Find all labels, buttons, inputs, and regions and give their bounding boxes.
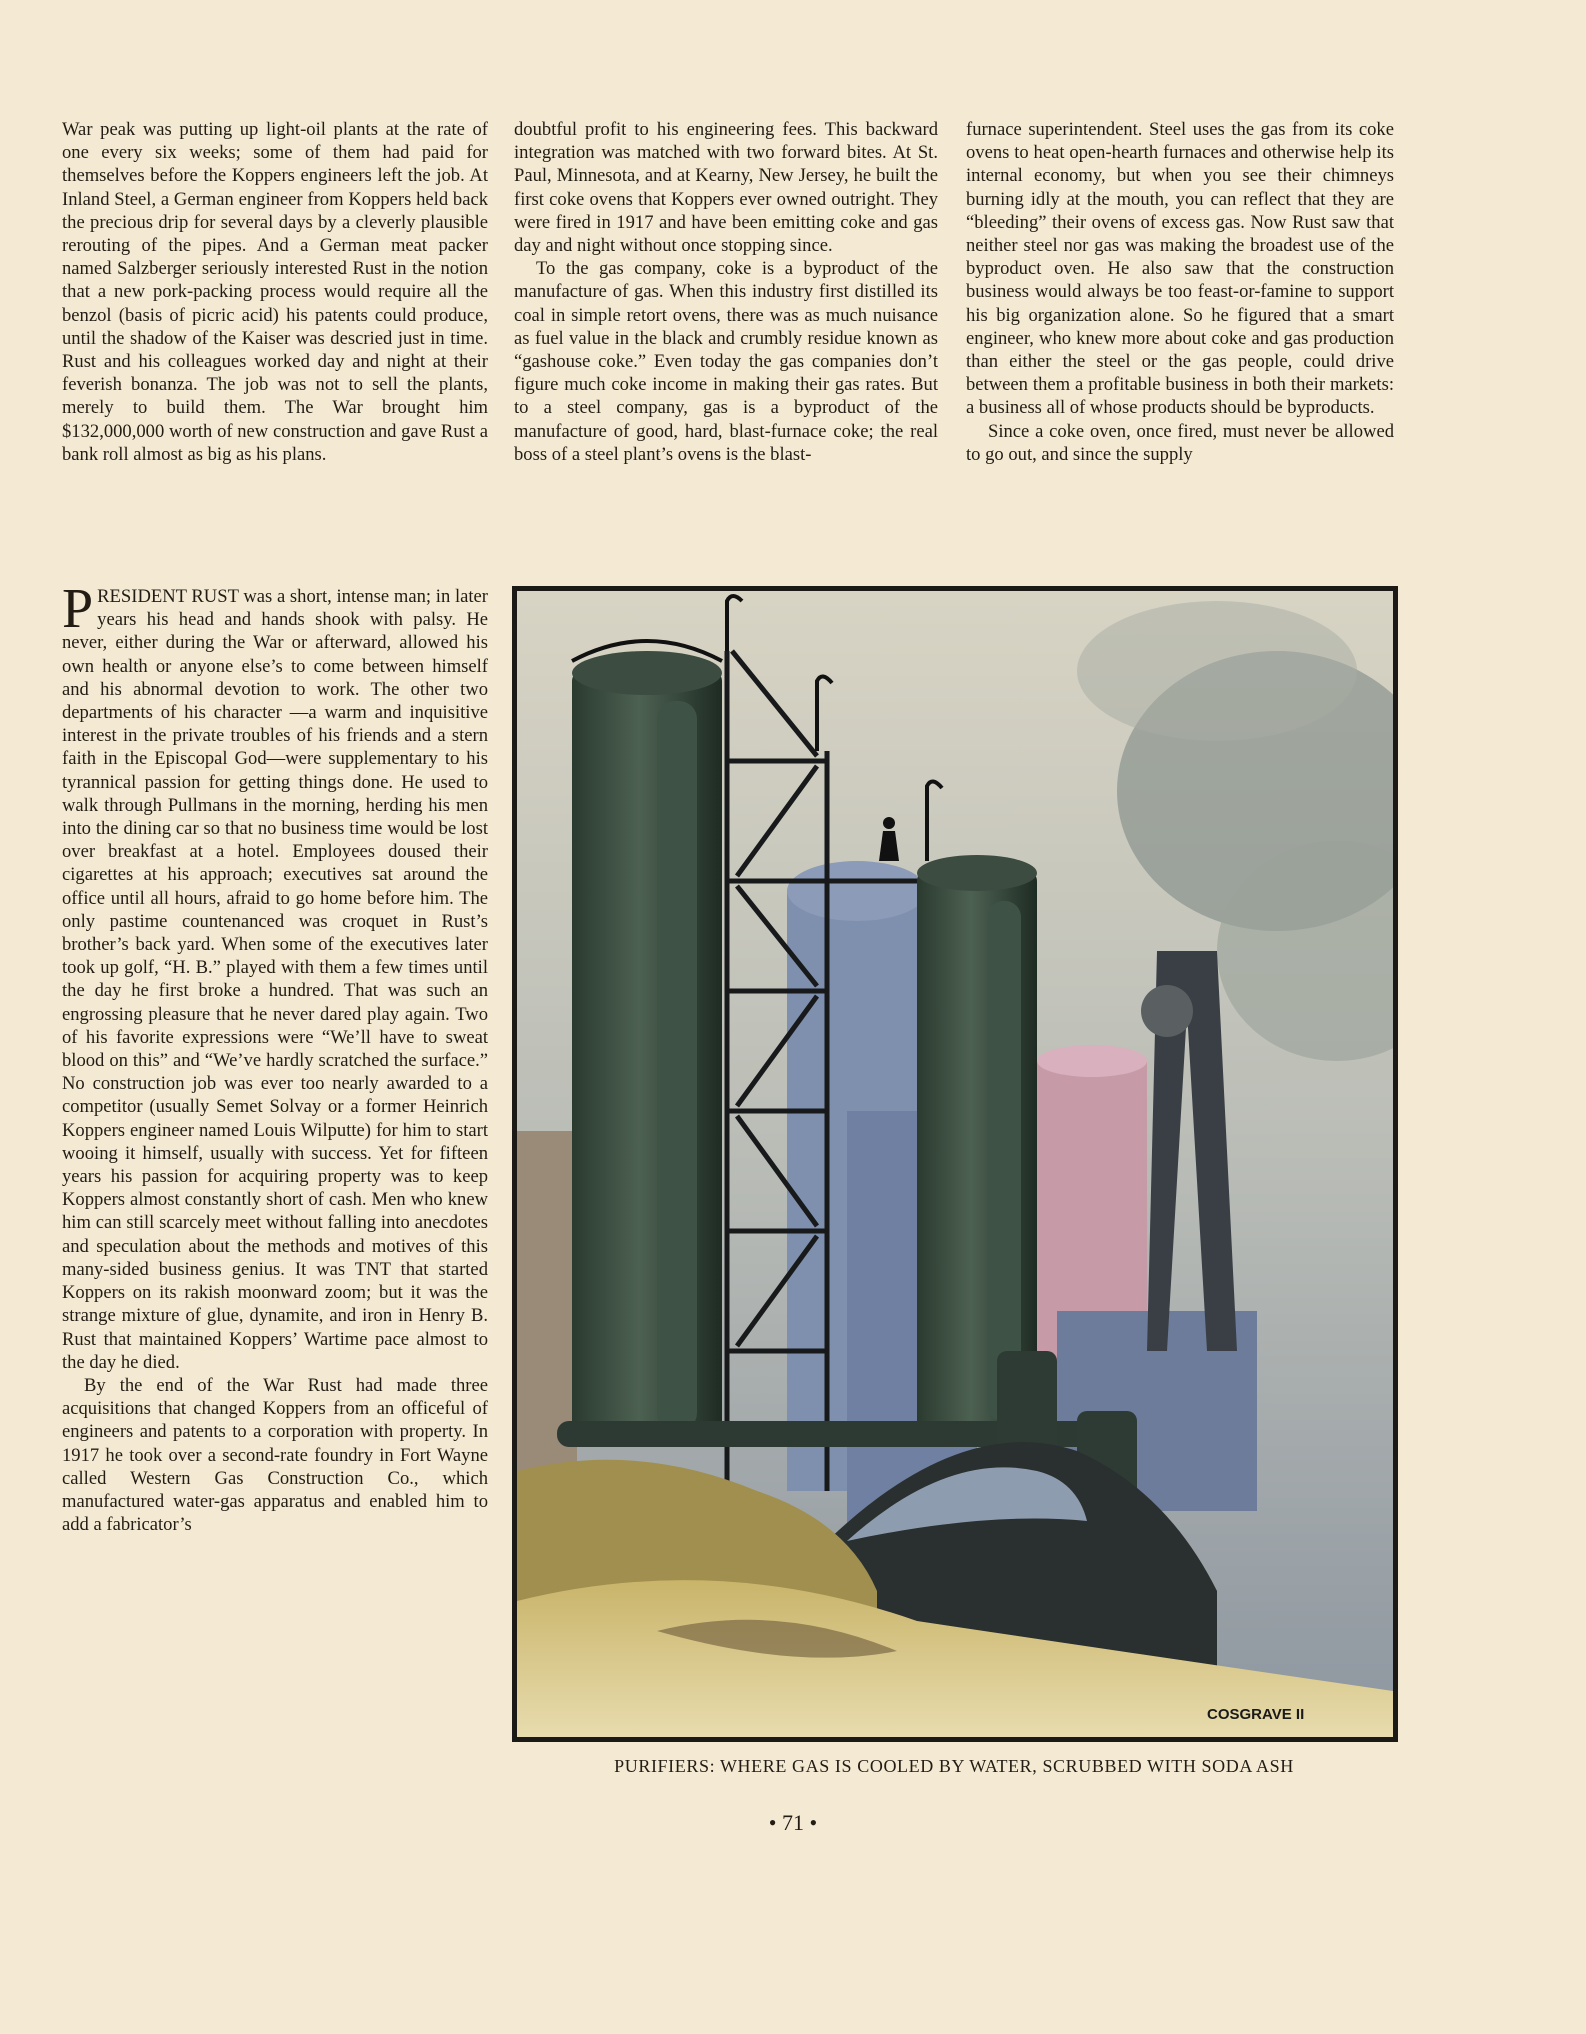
illustration-caption: PURIFIERS: WHERE GAS IS COOLED BY WATER, SCRUBBED WITH SODA ASH xyxy=(614,1756,1294,1776)
drop-cap: P xyxy=(62,578,94,640)
paragraph: War peak was putting up light-oil plants at the rate of one every six weeks; some of them had paid for themselves before the Koppers engineers left the job. At Inland Steel, a German engineer from Koppers held back the precious drip for several days by a cleverly plausible rerouting of the pipes. And a German meat packer named Salzberger seriously interested Rust in the notion that a new pork-packing process would require all the benzol (basis of picric acid) his patents could produce, until the shadow of the Kaiser was descried just in time. Rust and his colleagues worked day and night at their feverish bonanza. The job was not to sell the plants, merely to build them. The War brought him $132,000,000 worth of new construction and gave Rust a bank roll almost as big as his plans. xyxy=(62,119,488,465)
purifiers-illustration xyxy=(512,586,1398,1742)
column-1-top xyxy=(62,118,488,466)
artist-signature: COSGRAVE II xyxy=(1207,1706,1305,1723)
column-2-top xyxy=(514,118,938,466)
column-1-bottom xyxy=(62,578,488,1536)
paragraph: furnace superintendent. Steel uses the gas from its coke ovens to heat open-hearth furnaces and otherwise help its internal economy, but when you see their chimneys burning idly at the mouth, you can reflect that they are “bleeding” their ovens of excess gas. Now Rust saw that neither steel nor gas was making the broadest use of the byproduct oven. He also saw that the construction business would always be too feast-or-famine to support his big organization alone. So he figured that a smart engineer, who knew more about coke and gas production than either the steel or the gas people, could drive between them a profitable business in both their markets: a business all of whose products should be byproducts. xyxy=(966,119,1394,419)
paragraph: doubtful profit to his engineering fees. This backward integration was matched with two forward bites. At St. Paul, Minnesota, and at Kearny, New Jersey, he built the first coke ovens that Koppers ever owned outright. They were fired in 1917 and have been emitting coke and gas day and night without once stopping since. xyxy=(514,119,938,257)
lead-text: RESIDENT RUST was a short, intense man; in later years his head and hands shook with palsy. He never, either during the War or afterward, allowed his own health or anyone else’s to come between himself and his abnormal devotion to work. The other two departments of his character —a warm and inquisitive interest in the private troubles of his friends and a stern faith in the Episcopal God—were supplementary to his tyrannical passion for getting things done. He used to walk through Pullmans in the morning, herding his men into the dining car so that no business time would be lost over breakfast at a hotel. Employees doused their cigarettes at his approach; executives sat around the office until all hours, afraid to go home before him. The only pastime countenanced was croquet in Rust’s brother’s back yard. When some of the executives later took up golf, “H. B.” played with them a few times until the day he first broke a hundred. That was such an engrossing pleasure that he never dared play again. Two of his favorite expressions were “We’ll have to sweat blood on this” and “We’ve hardly scratched the surface.” No construction job was ever too nearly awarded to a competitor (usually Semet Solvay or a former Heinrich Koppers engineer named Louis Wilputte) for him to start wooing it himself, usually with success. Yet for fifteen years his passion for acquiring property was to keep Koppers almost constantly short of cash. Men who knew him can still scarcely meet without falling into anecdotes and speculation about the methods and motives of this many-sided business genius. It was TNT that started Koppers on its rakish moonward zoom; but it was the strange mixture of glue, dynamite, and iron in Henry B. Rust that maintained Koppers’ Wartime pace almost to the day he died. xyxy=(62,586,488,1373)
painting-svg xyxy=(517,591,1393,1737)
paragraph: By the end of the War Rust had made three acquisitions that changed Koppers from an officeful of engineers and patents to a corporation with property. In 1917 he took over a second-rate foundry in Fort Wayne called Western Gas Construction Co., which manufactured water-gas apparatus and enabled him to add a fabricator’s xyxy=(62,1374,488,1536)
paragraph: To the gas company, coke is a byproduct of the manufacture of gas. When this industry first distilled its coal in simple retort ovens, there was as much nuisance as fuel value in the black and crumbly residue known as “gashouse coke.” Even today the gas companies don’t figure much coke income in making their gas rates. But to a steel company, gas is a byproduct of the manufacture of good, hard, blast-furnace coke; the real boss of a steel plant’s ovens is the blast- xyxy=(514,258,938,465)
section-lead-paragraph xyxy=(62,578,488,1374)
paragraph: Since a coke oven, once fired, must never be allowed to go out, and since the supply xyxy=(966,420,1394,465)
page-number: • 71 • xyxy=(768,1810,818,1835)
column-3-top xyxy=(966,118,1394,466)
